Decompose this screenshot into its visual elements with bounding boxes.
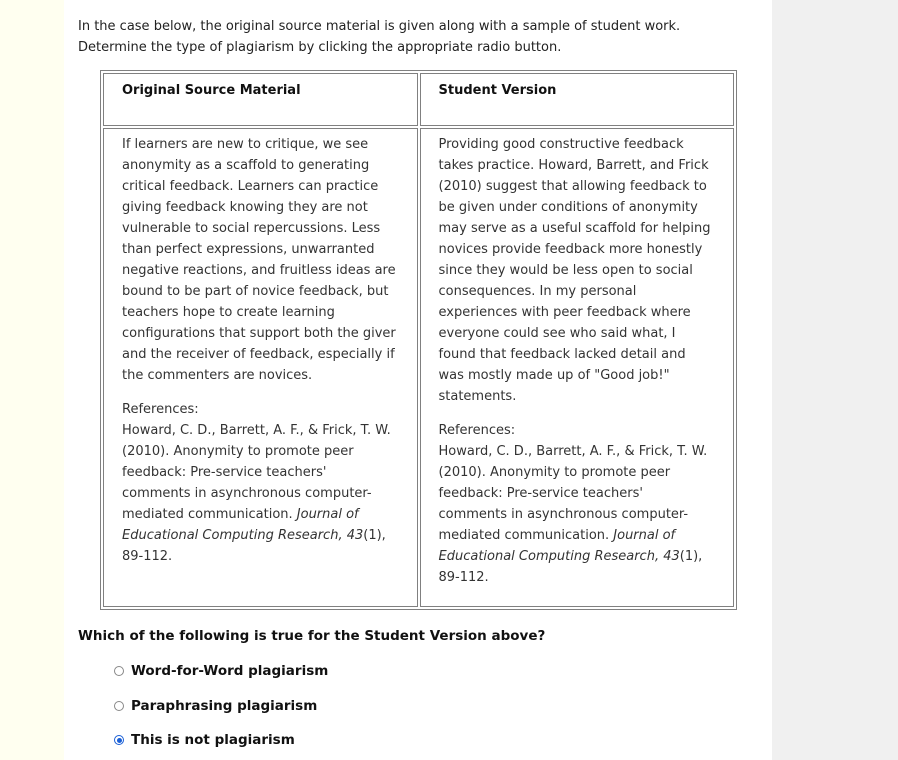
radio-paraphrasing[interactable]: [114, 701, 124, 711]
student-ref-authors: Howard, C. D., Barrett, A. F., & Frick, T. W. (2010). Anonymity to promote peer feedback: Pre-service teachers' comments in asynchronous computer-mediated communication.: [438, 444, 708, 543]
student-reference: [439, 441, 716, 588]
right-margin: [772, 0, 898, 760]
student-version-cell: [420, 128, 735, 607]
original-references-label: References:: [122, 402, 199, 417]
table-row: [103, 128, 734, 607]
content-panel: [64, 0, 772, 760]
comparison-table: [100, 70, 737, 610]
original-text: If learners are new to critique, we see anonymity as a scaffold to generating critical feedback. Learners can practice giving feedback knowing they are not vulnerable to social repercussions. Less than perfect expressions, unwarranted negative reactions, and fruitless ideas are bound to be part of novice feedback, but teachers hope to create learning configurations that support both the giver and the receiver of feedback, especially if the commenters are novices.: [122, 137, 396, 383]
student-text: Providing good constructive feedback takes practice. Howard, Barrett, and Frick (2010) suggest that allowing feedback to be given under conditions of anonymity may serve as a useful scaffold for helping novices provide feedback more honestly since they would be less open to social consequences. In my personal experiences with peer feedback where everyone could see who said what, I found that feedback lacked detail and was mostly made up of "Good job!" statements.: [438, 137, 711, 404]
radio-not-plagiarism[interactable]: [114, 735, 124, 745]
table-header-row: [103, 73, 734, 126]
original-ref-journal: Journal of Educational Computing Research, 43: [122, 507, 364, 543]
instructions: [78, 16, 758, 58]
question-prompt: Which of the following is true for the Student Version above?: [78, 628, 546, 644]
option-word-for-word[interactable]: [114, 663, 328, 679]
option-not-plagiarism-label: This is not plagiarism: [131, 732, 295, 748]
student-references-label: References:: [438, 423, 516, 438]
instructions-line-1: In the case below, the original source material is given along with a sample of student work.: [78, 19, 681, 34]
original-source-cell: [103, 128, 418, 607]
original-reference: [122, 420, 399, 567]
radio-word-for-word[interactable]: [114, 666, 124, 676]
option-word-for-word-label: Word-for-Word plagiarism: [131, 663, 329, 679]
original-ref-authors: Howard, C. D., Barrett, A. F., & Frick, T. W. (2010). Anonymity to promote peer feedback: Pre-service teachers' comments in asynchronous computer-mediated communication.: [122, 423, 391, 522]
student-ref-journal: Journal of Educational Computing Research, 43: [438, 528, 680, 564]
header-student: Student Version: [420, 73, 735, 126]
student-ref-pages: (1), 89-112.: [438, 549, 703, 585]
original-ref-pages: (1), 89-112.: [122, 528, 386, 564]
option-paraphrasing[interactable]: [114, 698, 317, 714]
option-paraphrasing-label: Paraphrasing plagiarism: [131, 698, 318, 714]
header-original: Original Source Material: [103, 73, 418, 126]
left-margin: [0, 0, 64, 760]
option-not-plagiarism[interactable]: [114, 732, 295, 748]
instructions-line-2: Determine the type of plagiarism by clicking the appropriate radio button.: [78, 40, 562, 55]
